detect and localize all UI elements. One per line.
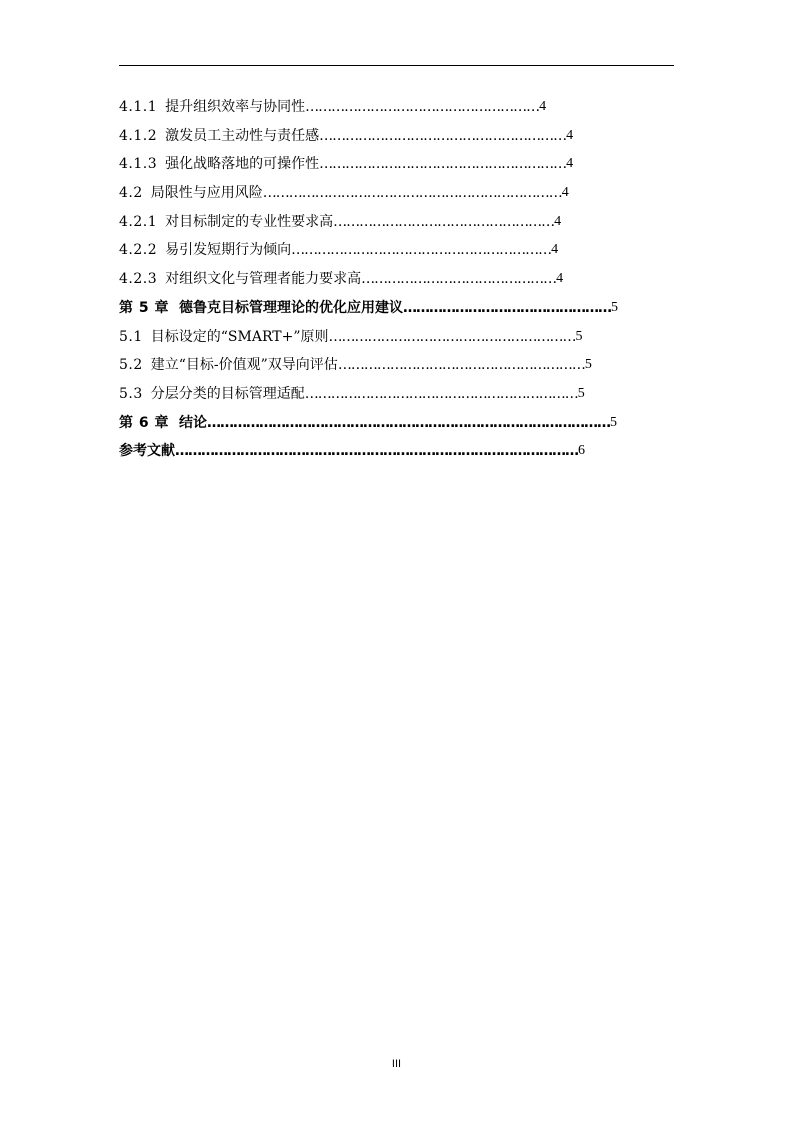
toc-leader: ………………………………………………… (337, 357, 585, 374)
toc-entry-4-2-3[interactable] (119, 265, 679, 294)
toc-title: 对目标制定的专业性要求高 (165, 213, 334, 230)
toc-title: 提升组织效率与协同性 (165, 99, 306, 115)
toc-entry-references[interactable] (119, 437, 679, 466)
toc-page-number: 4 (566, 127, 574, 143)
toc-leader: ……………………………………… (361, 271, 557, 288)
toc-leader: …………………………………………… (333, 213, 555, 230)
toc-leader: …………………………………………………………… (262, 185, 562, 202)
toc-entry-4-1-3[interactable] (119, 150, 679, 179)
toc-leader: …………………………………………………… (291, 242, 552, 259)
toc-page-number: 4 (556, 271, 564, 287)
toc-number: 4.1.1 (119, 99, 158, 115)
toc-leader: ………………………………………… (403, 299, 611, 316)
toc-leader: ………………………………………………………………………………… (207, 414, 610, 431)
toc-number: 5.2 (119, 357, 143, 374)
toc-page-number: 4 (561, 185, 569, 201)
toc-leader: ……………………………………………………… (304, 385, 578, 402)
toc-title: 德鲁克目标管理理论的优化应用建议 (179, 299, 403, 316)
toc-page-number: 5 (610, 414, 617, 430)
toc-title: 结论 (179, 414, 207, 431)
page-number-footer: III (391, 1058, 402, 1070)
toc-page-number: 5 (575, 328, 583, 344)
toc-page-number: 4 (551, 242, 559, 258)
toc-leader: ………………………………………………… (319, 156, 567, 173)
toc-title: 对组织文化与管理者能力要求高 (165, 271, 362, 288)
toc-number: 4.2 (119, 185, 143, 202)
table-of-contents (119, 93, 679, 466)
toc-title: 分层分类的目标管理适配 (150, 385, 305, 402)
toc-title: 建立“目标-价值观”双导向评估 (150, 357, 338, 374)
toc-leader: ……………………………………………… (305, 99, 540, 115)
toc-entry-4-2[interactable] (119, 179, 679, 208)
toc-number: 4.1.2 (119, 127, 158, 144)
toc-title: 强化战略落地的可操作性 (165, 156, 320, 173)
toc-page-number: 5 (611, 299, 618, 315)
toc-entry-chapter-5[interactable] (119, 294, 679, 323)
toc-title: 目标设定的“SMART+”原则 (150, 328, 329, 345)
toc-entry-5-1[interactable] (119, 323, 679, 352)
toc-title: 参考文献 (119, 443, 175, 460)
toc-entry-4-2-2[interactable] (119, 236, 679, 265)
toc-entry-4-2-1[interactable] (119, 208, 679, 237)
toc-page-number: 5 (584, 357, 592, 373)
header-rule (119, 65, 674, 66)
toc-entry-4-1-1[interactable] (119, 93, 679, 122)
toc-title: 易引发短期行为倾向 (165, 242, 292, 259)
toc-number: 4.2.3 (119, 271, 158, 288)
toc-entry-5-2[interactable] (119, 351, 679, 380)
toc-number: 4.1.3 (119, 156, 158, 173)
toc-title: 局限性与应用风险 (150, 185, 263, 202)
toc-number: 第 6 章 (119, 414, 169, 431)
toc-leader: ………………………………………………… (328, 328, 576, 345)
toc-page-number: 4 (566, 156, 574, 172)
toc-leader: ………………………………………………… (319, 127, 567, 144)
toc-number: 5.1 (119, 328, 143, 345)
toc-number: 5.3 (119, 385, 143, 402)
toc-entry-5-3[interactable] (119, 380, 679, 409)
toc-entry-4-1-2[interactable] (119, 122, 679, 151)
toc-page-number: 4 (554, 213, 562, 229)
toc-number: 4.2.2 (119, 242, 158, 259)
toc-page-number: 4 (539, 99, 547, 114)
toc-entry-chapter-6[interactable] (119, 409, 679, 438)
toc-number: 第 5 章 (119, 299, 169, 316)
toc-number: 4.2.1 (119, 213, 158, 230)
toc-title: 激发员工主动性与责任感 (165, 127, 320, 144)
toc-page-number: 6 (578, 443, 585, 459)
toc-page-number: 5 (577, 385, 585, 401)
toc-leader: ………………………………………………………………………………… (175, 443, 578, 460)
